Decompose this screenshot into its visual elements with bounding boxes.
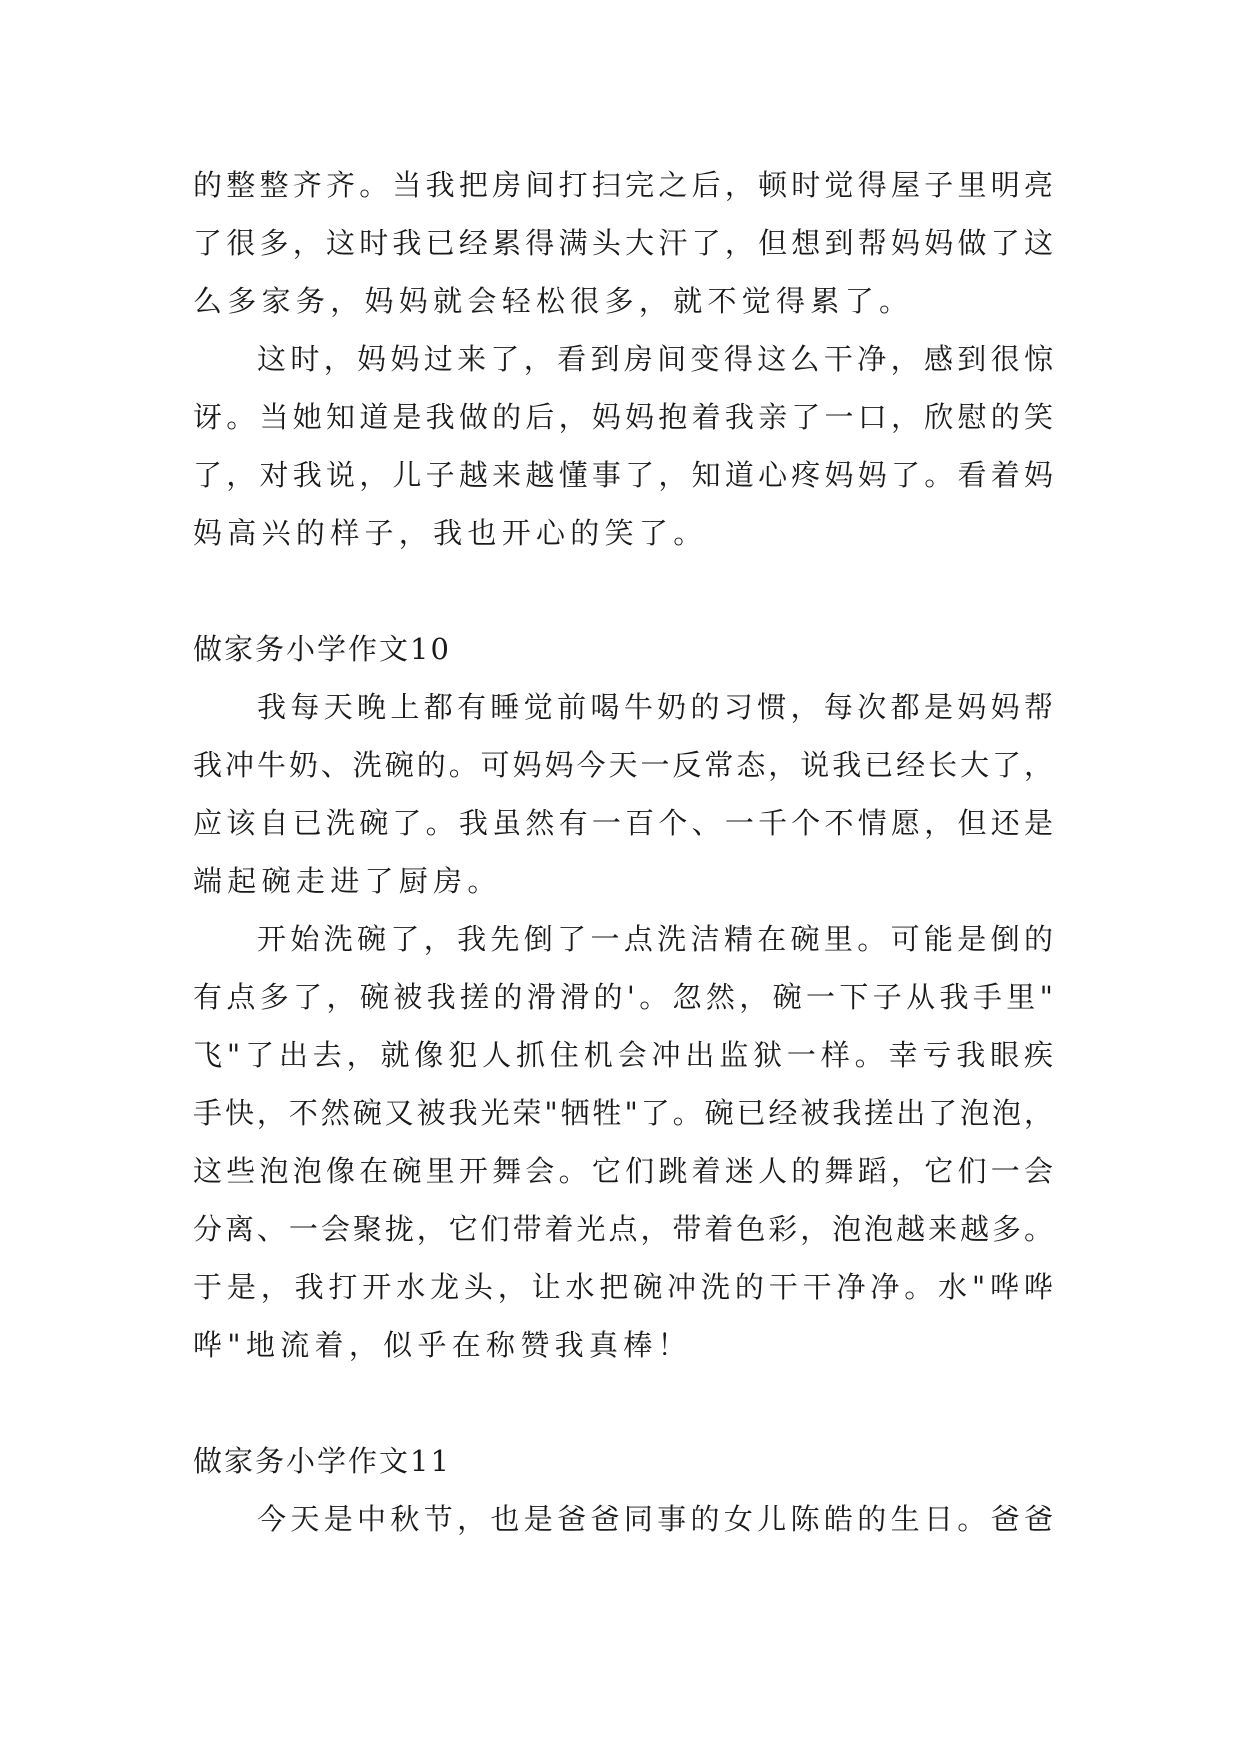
text-line: 这时，妈妈过来了，看到房间变得这么干净，感到很惊 bbox=[257, 342, 1053, 376]
section-heading: 做家务小学作文11 bbox=[193, 1444, 451, 1478]
text-line: 妈高兴的样子，我也开心的笑了。 bbox=[193, 516, 708, 550]
text-line: 开始洗碗了，我先倒了一点洗洁精在碗里。可能是倒的 bbox=[257, 922, 1053, 956]
text-line: 哗"地流着，似乎在称赞我真棒！ bbox=[193, 1328, 692, 1362]
paragraph bbox=[193, 1490, 1053, 1548]
section-gap bbox=[193, 562, 1053, 620]
text-line: 分离、一会聚拢，它们带着光点，带着色彩，泡泡越来越多。 bbox=[193, 1212, 1053, 1246]
section-heading: 做家务小学作文10 bbox=[193, 632, 451, 666]
text-line: 有点多了，碗被我搓的滑滑的'。忽然，碗一下子从我手里" bbox=[193, 980, 1053, 1014]
text-line: 于是，我打开水龙头，让水把碗冲洗的干干净净。水"哗哗 bbox=[193, 1270, 1053, 1304]
text-line: 的整整齐齐。当我把房间打扫完之后，顿时觉得屋子里明亮 bbox=[193, 168, 1053, 202]
paragraph bbox=[193, 156, 1053, 330]
text-line: 我每天晚上都有睡觉前喝牛奶的习惯，每次都是妈妈帮 bbox=[257, 690, 1053, 724]
text-line: 这些泡泡像在碗里开舞会。它们跳着迷人的舞蹈，它们一会 bbox=[193, 1154, 1053, 1188]
text-line: 端起碗走进了厨房。 bbox=[193, 864, 502, 898]
section-gap bbox=[193, 1374, 1053, 1432]
paragraph bbox=[193, 330, 1053, 562]
text-line: 飞"了出去，就像犯人抓住机会冲出监狱一样。幸亏我眼疾 bbox=[193, 1038, 1053, 1072]
text-line: 讶。当她知道是我做的后，妈妈抱着我亲了一口，欣慰的笑 bbox=[193, 400, 1053, 434]
text-line: 我冲牛奶、洗碗的。可妈妈今天一反常态，说我已经长大了， bbox=[193, 748, 1053, 782]
text-line: 了很多，这时我已经累得满头大汗了，但想到帮妈妈做了这 bbox=[193, 226, 1053, 260]
text-line: 么多家务，妈妈就会轻松很多，就不觉得累了。 bbox=[193, 284, 914, 318]
text-line: 今天是中秋节，也是爸爸同事的女儿陈皓的生日。爸爸 bbox=[257, 1502, 1053, 1536]
paragraph bbox=[193, 678, 1053, 910]
document-page bbox=[193, 156, 1053, 1548]
text-line: 手快，不然碗又被我光荣"牺牲"了。碗已经被我搓出了泡泡， bbox=[193, 1096, 1053, 1130]
text-line: 应该自已洗碗了。我虽然有一百个、一千个不情愿，但还是 bbox=[193, 806, 1053, 840]
paragraph bbox=[193, 910, 1053, 1374]
text-line: 了，对我说，儿子越来越懂事了，知道心疼妈妈了。看着妈 bbox=[193, 458, 1053, 492]
